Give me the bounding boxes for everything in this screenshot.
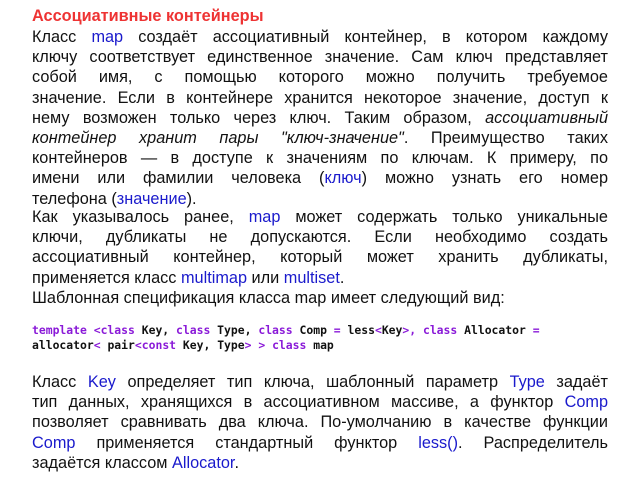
text-line: [32, 47, 608, 67]
text-line: [32, 27, 608, 47]
code-keyword: <const: [134, 337, 177, 352]
text-line: [32, 453, 608, 473]
code-template-declaration: [32, 323, 540, 352]
text-line: [32, 168, 608, 188]
code-keyword: >: [244, 337, 252, 352]
code-text: Key: [381, 323, 403, 337]
code-keyword: <: [93, 337, 101, 352]
code-keyword: >: [258, 337, 266, 352]
text-segment: нему возможен только через ключ. Таким образом,: [32, 108, 486, 127]
code-text: Comp: [292, 323, 334, 337]
code-text: less: [340, 323, 375, 337]
code-text: pair: [100, 337, 135, 352]
text-line: [32, 128, 608, 148]
text-segment: может содержать только уникальные: [280, 208, 608, 226]
text-segment: задаётся классом: [32, 453, 172, 472]
text-line: [32, 67, 608, 87]
text-segment: определяет тип ключа, шаблонный параметр: [115, 373, 510, 391]
code-term: Allocator: [171, 453, 235, 472]
text-segment: .: [339, 268, 345, 287]
code-keyword: class: [272, 337, 307, 352]
code-text: map: [306, 337, 334, 352]
code-term: Type: [509, 373, 545, 391]
text-line: [32, 88, 608, 108]
code-term: multimap: [180, 268, 248, 287]
text-segment: .: [234, 453, 239, 472]
text-line: [32, 108, 608, 128]
text-segment: ).: [186, 189, 197, 208]
paragraph-template-params: [32, 372, 608, 473]
code-text: allocator: [32, 337, 94, 352]
text-segment: ключи, дубликаты не допускаются. Если необходимо создать: [32, 228, 608, 247]
text-line: [32, 268, 608, 288]
code-keyword: >,: [402, 323, 417, 337]
code-text: Allocator: [457, 323, 533, 337]
text-segment: Шаблонная спецификация класса map имеет следующий вид:: [32, 288, 505, 307]
text-segment: ассоциативный контейнер, который может хранить дубликаты,: [32, 248, 608, 267]
code-term: Comp: [564, 393, 608, 412]
code-term: Comp: [32, 433, 76, 452]
text-segment: . Распределитель: [458, 433, 608, 452]
text-segment: ассоциативный: [485, 108, 608, 127]
code-keyword: class: [176, 323, 211, 337]
paragraph-multimap: [32, 207, 608, 308]
code-text: Key,: [134, 323, 177, 337]
code-term: multiset: [283, 268, 340, 287]
code-line: [32, 338, 540, 353]
code-keyword: class: [258, 323, 293, 337]
text-segment: значение. Если в контейнере хранится некоторое значение, доступ к: [32, 88, 608, 107]
code-text: [416, 323, 423, 337]
text-line: [32, 247, 608, 267]
code-term: значение: [116, 189, 187, 208]
text-segment: позволяет сравнивать два ключа. По-умолчанию в качестве функции: [32, 413, 608, 432]
text-segment: ключу соответствует единственное значение. Сам ключ представляет: [32, 48, 608, 67]
text-line: [32, 288, 608, 308]
text-line: [32, 207, 608, 227]
code-text: Key, Type: [176, 337, 245, 352]
paragraph-map-intro: [32, 27, 608, 209]
code-line: [32, 323, 540, 338]
text-line: [32, 433, 608, 453]
code-term: map: [91, 28, 124, 46]
slide-title: Ассоциативные контейнеры: [32, 7, 264, 25]
text-segment: применяется стандартный функтор: [75, 433, 419, 452]
text-segment: . Преимущество таких: [403, 128, 608, 147]
text-segment: задаёт: [544, 373, 608, 391]
text-segment: собой имя, с помощью которого можно получить требуемое: [32, 68, 608, 87]
text-line: [32, 189, 608, 209]
text-segment: ) можно узнать его номер: [361, 169, 608, 188]
text-segment: Класс: [32, 28, 92, 46]
code-term: map: [248, 208, 281, 226]
text-line: [32, 148, 608, 168]
code-term: Key: [87, 373, 116, 391]
text-segment: создаёт ассоциативный контейнер, в котором каждому: [123, 28, 609, 46]
code-keyword: =: [333, 323, 341, 337]
code-keyword: <: [374, 323, 382, 337]
text-line: [32, 227, 608, 247]
code-term: ключ: [324, 169, 362, 188]
code-keyword: template <class: [32, 323, 135, 337]
text-line: [32, 392, 608, 412]
code-keyword: class: [422, 323, 458, 337]
text-segment: контейнер хранит пары "ключ-значение": [32, 128, 404, 147]
text-segment: контейнеров — в доступе к значениям по ключам. К примеру, по: [32, 149, 608, 168]
text-line: [32, 412, 608, 432]
text-line: [32, 372, 608, 392]
code-text: Type,: [210, 323, 259, 337]
text-segment: тип данных, хранящихся в ассоциативном массиве, а функтор: [32, 393, 565, 412]
text-segment: Как указывалось ранее,: [32, 208, 249, 226]
text-segment: телефона (: [32, 189, 117, 208]
text-segment: или: [247, 268, 284, 287]
code-term: less(): [418, 433, 458, 452]
text-segment: Класс: [32, 373, 88, 391]
text-segment: применяется класс: [32, 268, 181, 287]
text-segment: имени или фамилии человека (: [32, 169, 325, 188]
code-keyword: =: [532, 323, 540, 337]
